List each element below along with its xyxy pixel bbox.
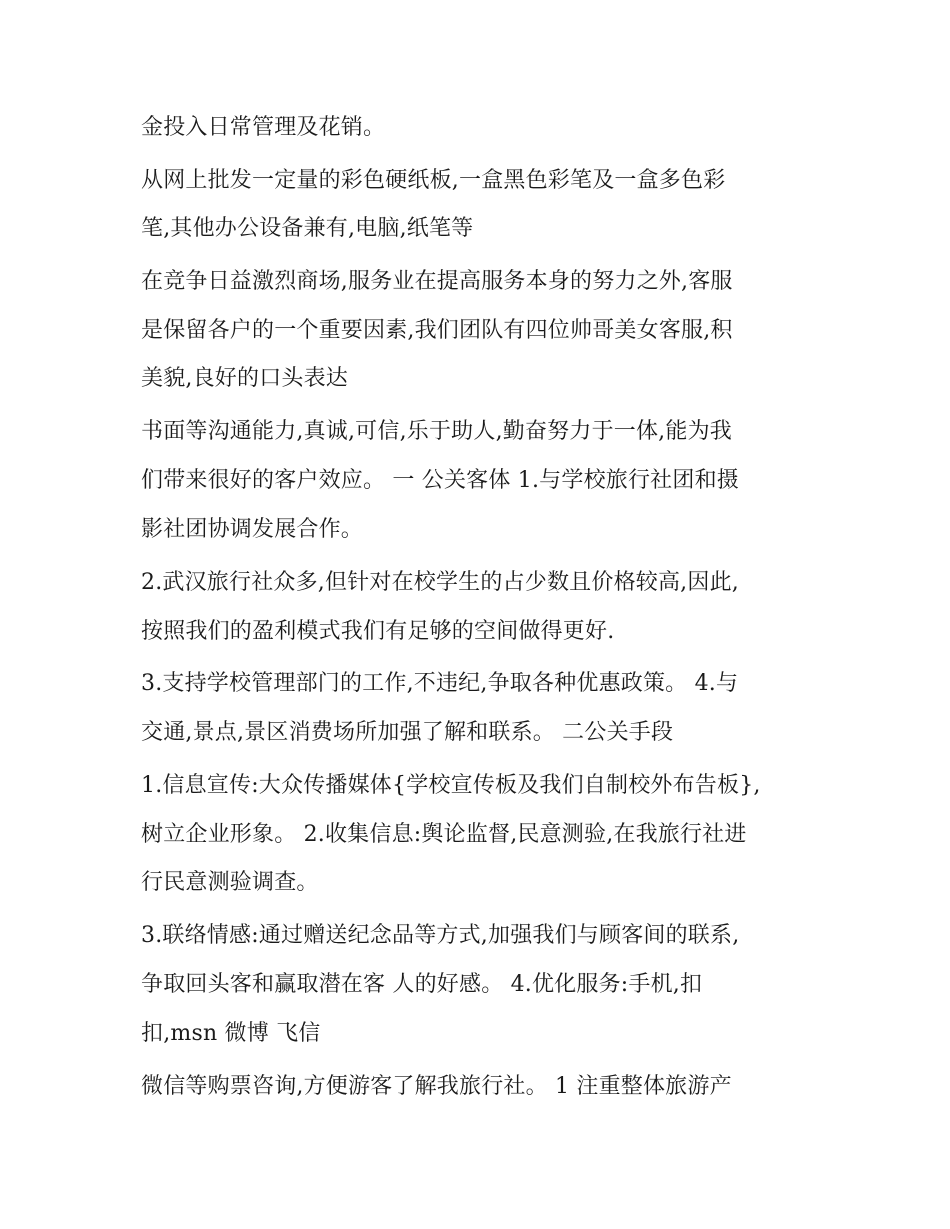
text-line: 行民意测验调查。 bbox=[141, 870, 319, 895]
text-line: 从网上批发一定量的彩色硬纸板,一盒黑色彩笔及一盒多色彩 bbox=[141, 168, 726, 193]
text-line: 3.联络情感:通过赠送纪念品等方式,加强我们与顾客间的联系, bbox=[141, 923, 740, 948]
text-line: 1.信息宣传:大众传播媒体{学校宣传板及我们自制校外布告板}, bbox=[141, 773, 761, 798]
text-line: 金投入日常管理及花销。 bbox=[141, 115, 386, 140]
text-line: 3.支持学校管理部门的工作,不违纪,争取各种优惠政策。 4.与 bbox=[141, 671, 739, 696]
text-line: 影社团协调发展合作。 bbox=[141, 517, 364, 542]
text-line: 美貌,良好的口头表达 bbox=[141, 366, 348, 391]
text-line: 是保留各户的一个重要因素,我们团队有四位帅哥美女客服,积 bbox=[141, 318, 733, 343]
text-line: 们带来很好的客户效应。 一 公关客体 1.与学校旅行社团和摄 bbox=[141, 468, 739, 493]
text-line: 按照我们的盈利模式我们有足够的空间做得更好. bbox=[141, 619, 615, 644]
text-line: 在竞争日益激烈商场,服务业在提高服务本身的努力之外,客服 bbox=[141, 269, 733, 294]
text-line: 书面等沟通能力,真诚,可信,乐于助人,勤奋努力于一体,能为我 bbox=[141, 419, 732, 444]
text-line: 微信等购票咨询,方便游客了解我旅行社。 1 注重整体旅游产 bbox=[141, 1074, 732, 1099]
text-line: 交通,景点,景区消费场所加强了解和联系。 二公关手段 bbox=[141, 720, 674, 745]
text-line: 2.武汉旅行社众多,但针对在校学生的占少数且价格较高,因此, bbox=[141, 570, 739, 595]
text-line: 扣,msn 微博 飞信 bbox=[141, 1021, 321, 1046]
text-line: 树立企业形象。 2.收集信息:舆论监督,民意测验,在我旅行社进 bbox=[141, 822, 747, 847]
text-line: 争取回头客和赢取潜在客 人的好感。 4.优化服务:手机,扣 bbox=[141, 972, 703, 997]
text-line: 笔,其他办公设备兼有,电脑,纸笔等 bbox=[141, 216, 474, 241]
